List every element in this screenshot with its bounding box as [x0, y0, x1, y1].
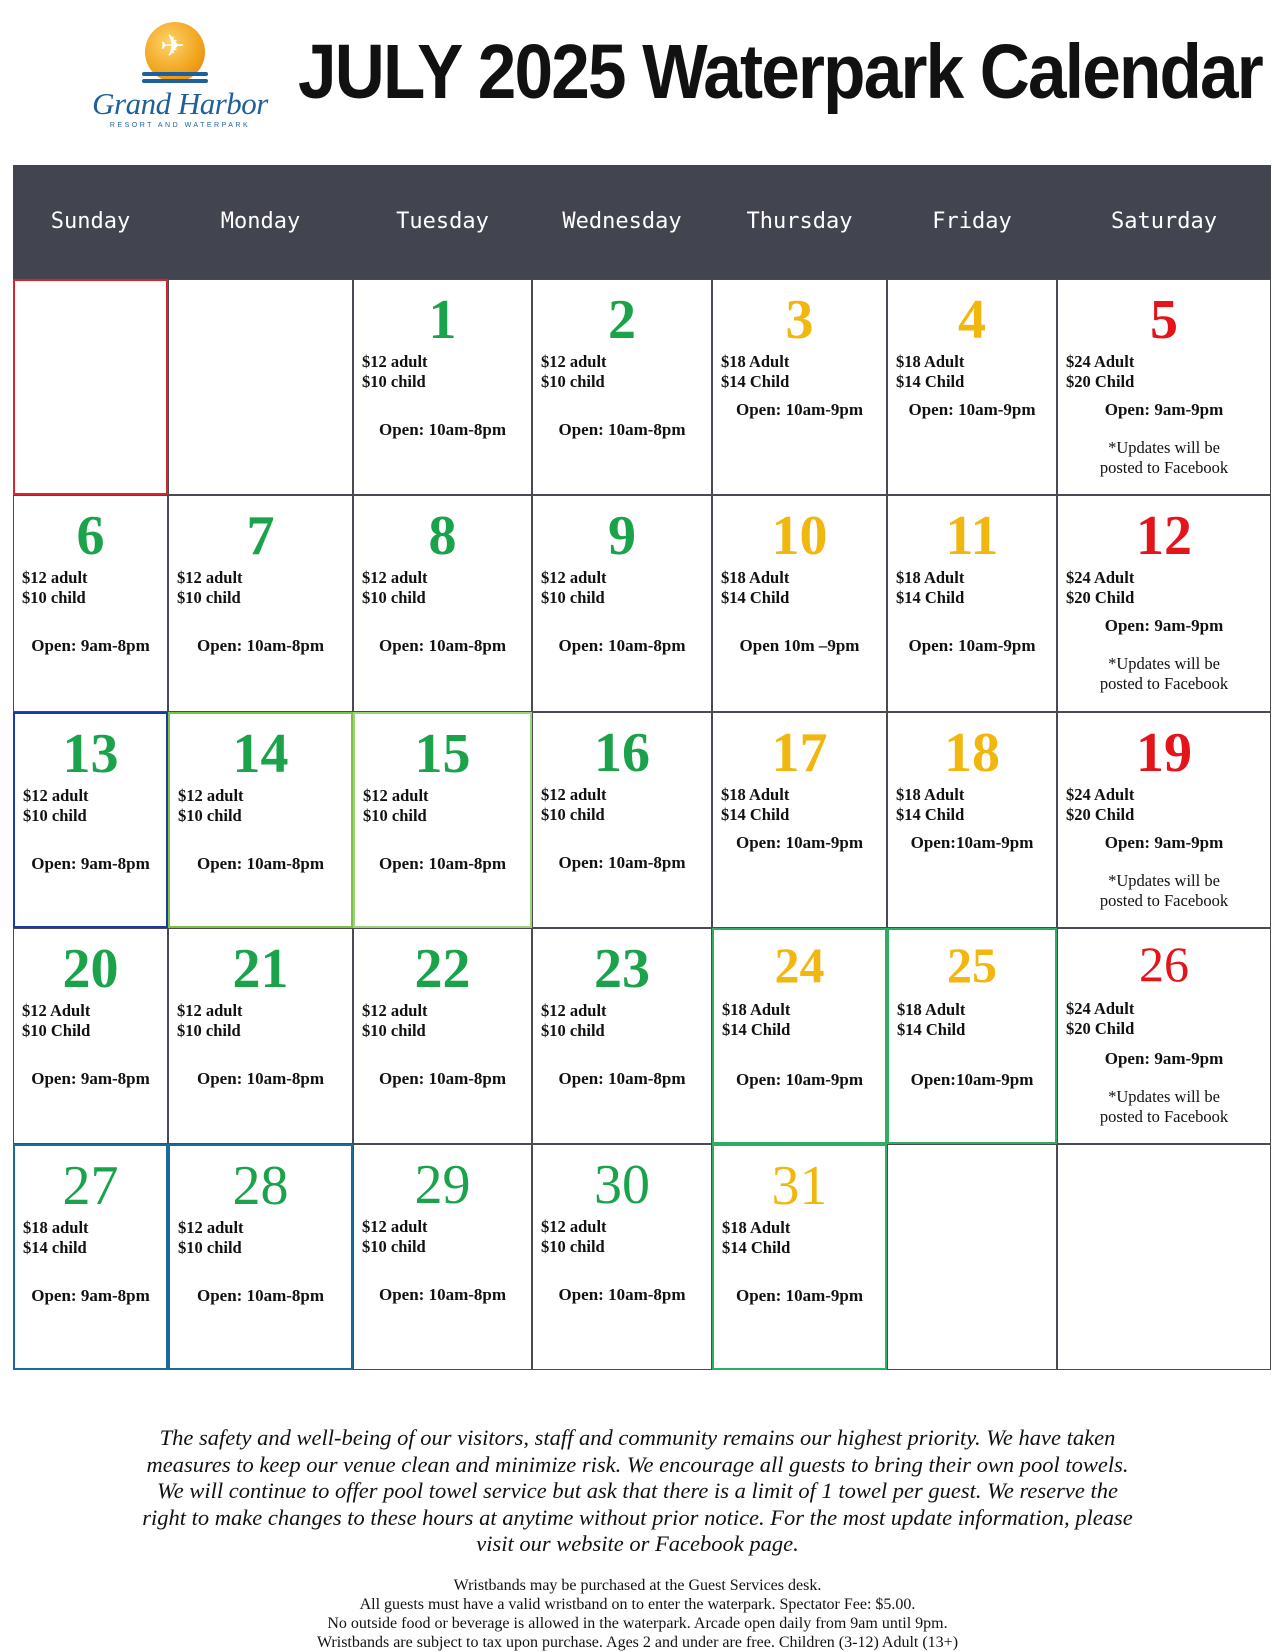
day-cell-29 — [353, 1144, 532, 1370]
child-price: $14 Child — [896, 372, 965, 391]
adult-price: $12 adult — [177, 1001, 243, 1020]
day-cell-3 — [712, 279, 887, 495]
day-number: 20 — [62, 938, 119, 1000]
price-list — [362, 1217, 428, 1257]
day-number: 24 — [774, 937, 825, 993]
child-price: $20 Child — [1066, 1019, 1135, 1038]
day-number: 25 — [947, 937, 997, 993]
day-number: 7 — [246, 505, 275, 567]
child-price: $10 child — [22, 588, 86, 607]
day-cell-27 — [13, 1144, 168, 1370]
adult-price: $18 Adult — [722, 1000, 791, 1019]
price-list — [177, 568, 243, 608]
adult-price: $24 Adult — [1066, 785, 1135, 804]
open-hours: Open 10m –9pm — [739, 636, 860, 655]
price-list — [177, 1001, 243, 1041]
day-cell-6 — [13, 495, 168, 712]
price-list — [541, 1001, 607, 1041]
facebook-update-note — [1058, 438, 1270, 478]
day-number: 9 — [608, 505, 636, 567]
open-hours: Open: 10am-9pm — [735, 1070, 864, 1089]
weekday-friday: Friday — [932, 209, 1012, 234]
rule-line: No outside food or beverage is allowed in the waterpark. Arcade open daily from 9am until 9pm. — [327, 1615, 948, 1632]
adult-price: $18 Adult — [896, 568, 965, 587]
day-cell-17 — [712, 712, 887, 928]
child-price: $14 Child — [897, 1020, 966, 1039]
open-hours: Open: 10am-8pm — [558, 1069, 686, 1088]
adult-price: $12 adult — [362, 1001, 428, 1020]
child-price: $14 Child — [896, 588, 965, 607]
day-cell-1 — [353, 279, 532, 495]
empty-day-cell — [168, 279, 353, 495]
day-cell-7 — [168, 495, 353, 712]
facebook-update-note — [1058, 1087, 1270, 1127]
day-cell-8 — [353, 495, 532, 712]
open-hours: Open: 10am-8pm — [196, 1069, 325, 1088]
day-number: 10 — [771, 505, 828, 567]
child-price: $10 child — [23, 806, 87, 825]
adult-price: $24 Adult — [1066, 352, 1135, 371]
price-list — [1066, 352, 1134, 392]
day-cell-18 — [887, 712, 1057, 928]
day-cell-15 — [353, 712, 532, 928]
open-hours: Open: 10am-8pm — [558, 1285, 686, 1304]
price-list — [178, 786, 244, 826]
price-list — [721, 785, 789, 825]
open-hours: Open: 10am-8pm — [378, 636, 507, 655]
empty-day-cell — [887, 1144, 1057, 1370]
open-hours: Open: 9am-8pm — [31, 1286, 150, 1305]
adult-price: $18 adult — [23, 1218, 89, 1237]
day-number: 14 — [232, 723, 289, 785]
day-number: 26 — [1139, 936, 1189, 992]
day-number: 30 — [594, 1154, 650, 1216]
price-list — [22, 1001, 90, 1041]
day-cell-26 — [1057, 928, 1271, 1144]
child-price: $10 child — [363, 806, 427, 825]
open-hours: Open: 10am-9pm — [908, 400, 1036, 419]
weekday-thursday: Thursday — [746, 209, 853, 234]
open-hours: Open: 10am-8pm — [378, 854, 507, 873]
day-cell-23 — [532, 928, 712, 1144]
child-price: $10 child — [177, 1021, 241, 1040]
price-list — [178, 1218, 244, 1258]
weekday-monday: Monday — [220, 209, 301, 234]
child-price: $10 child — [178, 806, 242, 825]
price-list — [722, 1000, 790, 1040]
day-number: 4 — [958, 289, 986, 351]
weekday-saturday: Saturday — [1111, 209, 1217, 234]
child-price: $14 Child — [721, 805, 790, 824]
day-number: 27 — [62, 1155, 119, 1217]
adult-price: $18 Adult — [721, 785, 790, 804]
price-list — [362, 568, 428, 608]
day-cell-14 — [168, 712, 353, 928]
child-price: $10 child — [541, 588, 605, 607]
adult-price: $12 adult — [362, 352, 428, 371]
day-cell-16 — [532, 712, 712, 928]
open-hours: Open: 10am-8pm — [196, 854, 325, 873]
note-line: *Updates will be — [1108, 654, 1220, 673]
open-hours: Open: 9am-9pm — [1104, 833, 1224, 852]
price-list — [541, 1217, 607, 1257]
open-hours: Open: 9am-9pm — [1104, 1049, 1224, 1068]
day-number: 22 — [414, 938, 471, 1000]
price-list — [722, 1218, 790, 1258]
day-number: 1 — [428, 289, 457, 351]
price-list — [896, 785, 964, 825]
adult-price: $24 Adult — [1066, 999, 1135, 1018]
adult-price: $12 adult — [362, 1217, 428, 1236]
day-cell-10 — [712, 495, 887, 712]
empty-day-cell — [13, 279, 168, 495]
day-number: 21 — [232, 938, 289, 1000]
child-price: $10 child — [177, 588, 241, 607]
day-cell-21 — [168, 928, 353, 1144]
open-hours: Open: 10am-9pm — [735, 400, 864, 419]
adult-price: $12 adult — [178, 1218, 244, 1237]
day-cell-13 — [13, 712, 168, 928]
child-price: $10 child — [541, 805, 605, 824]
adult-price: $18 Adult — [721, 568, 790, 587]
open-hours: Open: 10am-8pm — [558, 420, 686, 439]
adult-price: $12 adult — [541, 785, 607, 804]
price-list — [1066, 568, 1134, 608]
day-number: 18 — [944, 722, 1000, 784]
note-line: posted to Facebook — [1099, 458, 1229, 477]
open-hours: Open: 10am-8pm — [558, 853, 686, 872]
day-cell-12 — [1057, 495, 1271, 712]
day-number: 8 — [428, 505, 457, 567]
day-number: 3 — [785, 289, 814, 351]
safety-notice: The safety and well-being of our visitors, staff and community remains our highest priority. We have taken measures to keep our venue clean and minimize risk. We encourage all guests to bring their own pool towels. We will continue to offer pool towel service but ask that there is a limit of 1 towel per guest. We reserve the right to make changes to these hours at anytime without prior notice. For the most update information, please visit our website or Facebook page. — [142, 1425, 1133, 1556]
note-line: *Updates will be — [1108, 1087, 1220, 1106]
day-cell-25 — [887, 928, 1057, 1144]
child-price: $20 Child — [1066, 588, 1135, 607]
adult-price: $12 adult — [178, 786, 244, 805]
child-price: $14 Child — [722, 1238, 791, 1257]
adult-price: $18 Adult — [721, 352, 790, 371]
price-list — [22, 568, 88, 608]
day-cell-30 — [532, 1144, 712, 1370]
open-hours: Open: 9am-8pm — [31, 636, 150, 655]
price-list — [541, 568, 607, 608]
price-list — [1066, 785, 1134, 825]
adult-price: $12 adult — [362, 568, 428, 587]
open-hours: Open:10am-9pm — [910, 833, 1034, 852]
price-list — [896, 352, 964, 392]
adult-price: $18 Adult — [897, 1000, 966, 1019]
open-hours: Open: 9am-8pm — [31, 1069, 150, 1088]
adult-price: $12 adult — [22, 568, 88, 587]
price-list — [362, 1001, 428, 1041]
price-list — [1066, 999, 1134, 1039]
adult-price: $12 adult — [177, 568, 243, 587]
open-hours: Open: 10am-9pm — [908, 636, 1036, 655]
day-number: 29 — [414, 1154, 471, 1216]
price-list — [23, 786, 89, 826]
logo-name: Grand Harbor — [92, 86, 268, 121]
day-number: 19 — [1136, 722, 1192, 784]
day-cell-22 — [353, 928, 532, 1144]
open-hours: Open: 10am-9pm — [735, 833, 864, 852]
child-price: $10 child — [541, 1021, 605, 1040]
day-number: 16 — [594, 722, 650, 784]
child-price: $10 child — [362, 1237, 426, 1256]
price-list — [897, 1000, 965, 1040]
open-hours: Open: 9am-8pm — [31, 854, 150, 873]
adult-price: $12 adult — [363, 786, 429, 805]
open-hours: Open: 10am-8pm — [558, 636, 686, 655]
price-list — [721, 568, 789, 608]
open-hours: Open: 9am-9pm — [1104, 400, 1224, 419]
day-cell-9 — [532, 495, 712, 712]
child-price: $10 Child — [22, 1021, 91, 1040]
adult-price: $12 Adult — [22, 1001, 91, 1020]
price-list — [362, 352, 428, 392]
child-price: $10 child — [362, 372, 426, 391]
child-price: $10 child — [541, 1237, 605, 1256]
price-list — [721, 352, 789, 392]
note-line: *Updates will be — [1108, 871, 1220, 890]
rule-line: Wristbands may be purchased at the Guest Services desk. — [453, 1577, 822, 1594]
note-line: *Updates will be — [1108, 438, 1220, 457]
day-number: 2 — [608, 289, 636, 351]
child-price: $14 Child — [721, 372, 790, 391]
weekday-wednesday: Wednesday — [562, 209, 682, 234]
child-price: $14 Child — [721, 588, 790, 607]
price-list — [23, 1218, 89, 1258]
adult-price: $18 Adult — [896, 785, 965, 804]
day-number: 28 — [232, 1155, 289, 1217]
child-price: $10 child — [541, 372, 605, 391]
day-cell-19 — [1057, 712, 1271, 928]
adult-price: $24 Adult — [1066, 568, 1135, 587]
day-number: 5 — [1150, 289, 1178, 351]
empty-day-cell — [1057, 1144, 1271, 1370]
open-hours: Open: 9am-9pm — [1104, 616, 1224, 635]
note-line: posted to Facebook — [1099, 1107, 1229, 1126]
day-cell-24 — [712, 928, 887, 1144]
price-list — [896, 568, 964, 608]
day-number: 6 — [76, 505, 105, 567]
open-hours: Open: 10am-8pm — [196, 636, 325, 655]
adult-price: $18 Adult — [722, 1218, 791, 1237]
day-cell-28 — [168, 1144, 353, 1370]
rule-line: All guests must have a valid wristband on to enter the waterpark. Spectator Fee: $5.00. — [359, 1596, 916, 1613]
child-price: $14 Child — [896, 805, 965, 824]
day-number: 12 — [1136, 505, 1192, 567]
day-cell-11 — [887, 495, 1057, 712]
child-price: $20 Child — [1066, 805, 1135, 824]
open-hours: Open: 10am-8pm — [378, 1285, 507, 1304]
day-cell-2 — [532, 279, 712, 495]
day-number: 15 — [414, 723, 471, 785]
day-number: 17 — [771, 722, 828, 784]
open-hours: Open: 10am-8pm — [196, 1286, 325, 1305]
price-list — [541, 785, 607, 825]
child-price: $20 Child — [1066, 372, 1135, 391]
facebook-update-note — [1058, 654, 1270, 694]
day-number: 13 — [62, 723, 119, 785]
weekday-sunday: Sunday — [50, 209, 131, 234]
adult-price: $12 adult — [541, 1217, 607, 1236]
waterpark-rules — [140, 1576, 1135, 1652]
facebook-update-note — [1058, 871, 1270, 911]
open-hours: Open: 10am-8pm — [378, 1069, 507, 1088]
day-cell-31 — [712, 1144, 887, 1370]
note-line: posted to Facebook — [1099, 674, 1229, 693]
adult-price: $12 adult — [23, 786, 89, 805]
day-number: 23 — [594, 938, 650, 1000]
bird-icon: ✈ — [160, 29, 186, 64]
child-price: $10 child — [178, 1238, 242, 1257]
note-line: posted to Facebook — [1099, 891, 1229, 910]
child-price: $10 child — [362, 1021, 426, 1040]
day-number: 11 — [945, 505, 999, 567]
adult-price: $12 adult — [541, 1001, 607, 1020]
price-list — [541, 352, 607, 392]
child-price: $14 child — [23, 1238, 87, 1257]
open-hours: Open:10am-9pm — [910, 1070, 1034, 1089]
open-hours: Open: 10am-8pm — [378, 420, 507, 439]
adult-price: $12 adult — [541, 568, 607, 587]
child-price: $10 child — [362, 588, 426, 607]
logo-tagline: RESORT AND WATERPARK — [109, 122, 251, 129]
open-hours: Open: 10am-9pm — [735, 1286, 864, 1305]
day-cell-20 — [13, 928, 168, 1144]
page-title: JULY 2025 Waterpark Calendar — [298, 29, 1262, 115]
weekday-tuesday: Tuesday — [396, 209, 489, 234]
price-list — [363, 786, 429, 826]
day-cell-5 — [1057, 279, 1271, 495]
rule-line: Wristbands are subject to tax upon purchase. Ages 2 and under are free. Children (3-12) Adult (13+) — [316, 1634, 959, 1651]
child-price: $14 Child — [722, 1020, 791, 1039]
adult-price: $18 Adult — [896, 352, 965, 371]
adult-price: $12 adult — [541, 352, 607, 371]
day-number: 31 — [771, 1155, 828, 1217]
day-cell-4 — [887, 279, 1057, 495]
